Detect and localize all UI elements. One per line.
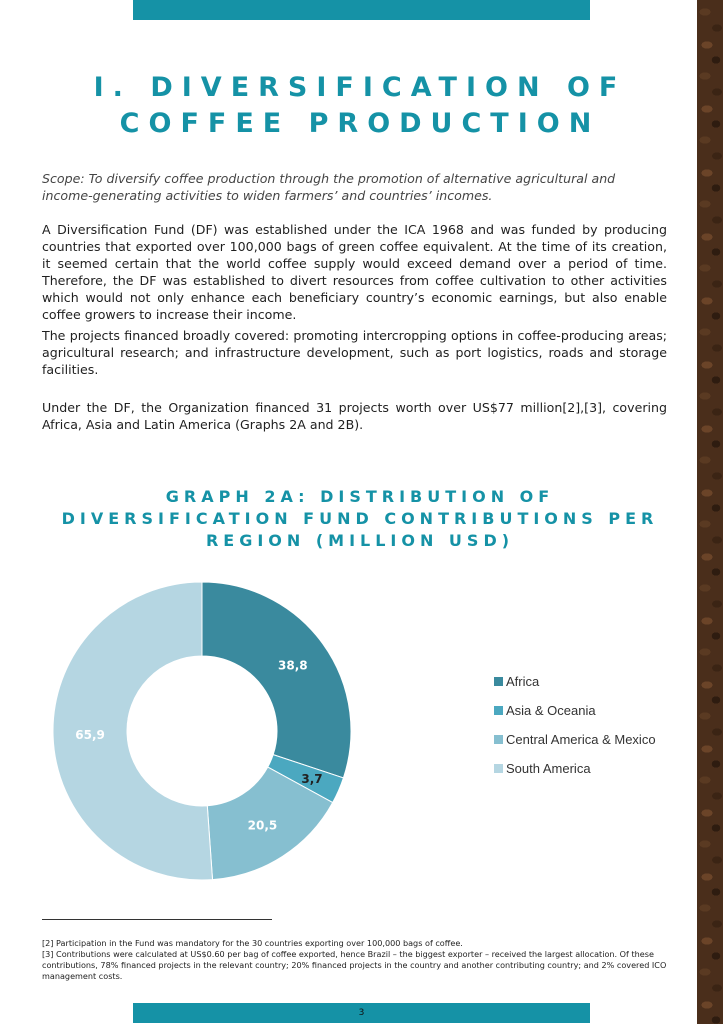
paragraph-3: Under the DF, the Organization financed 31 projects worth over US$77 million[2],[3], covering Africa, Asia and Latin America (Graphs 2A and 2B). <box>42 400 667 432</box>
donut-chart <box>40 570 680 900</box>
legend-label-2: Central America & Mexico <box>506 732 656 747</box>
footnote-2: [2] Participation in the Fund was mandatory for the 30 countries exporting over 100,000 bags of coffee. <box>42 938 463 948</box>
data-label-3: 65,9 <box>75 727 105 742</box>
legend-label-3: South America <box>506 761 591 776</box>
legend-label-1: Asia & Oceania <box>506 703 596 718</box>
data-label-1: 3,7 <box>301 771 323 786</box>
footnotes <box>42 938 670 982</box>
data-label-2: 20,5 <box>247 818 278 833</box>
page-number: 3 <box>358 1008 365 1018</box>
legend-swatch-3 <box>494 764 503 773</box>
header-bar <box>133 0 590 20</box>
legend-swatch-2 <box>494 735 503 744</box>
paragraph-2: The projects financed broadly covered: promoting intercropping options in coffee-producing areas; agricultural research; and infrastructure development, such as port logistics, roads and storage facilities. <box>42 328 667 377</box>
coffee-beans-image <box>697 0 723 1024</box>
footnote-divider <box>42 919 272 920</box>
donut-slice-africa <box>202 582 351 778</box>
paragraph-1: A Diversification Fund (DF) was established under the ICA 1968 and was funded by producing countries that exported over 100,000 bags of green coffee equivalent. At the time of its creation, it seemed certain that the world coffee supply would exceed demand over a period of time. Therefore, the DF was established to divert resources from coffee cultivation to other activities which would not only enhance each beneficiary country’s economic earnings, but also enable coffee growers to increase their income. <box>42 222 667 322</box>
scope-text: Scope: To diversify coffee production through the promotion of alternative agricultural and income-generating activities to widen farmers’ and countries’ incomes. <box>42 171 616 203</box>
legend-label-0: Africa <box>506 674 540 689</box>
data-label-0: 38,8 <box>278 658 308 673</box>
legend-swatch-1 <box>494 706 503 715</box>
section-title: I. DIVERSIFICATION OF COFFEE PRODUCTION <box>93 72 627 139</box>
legend-swatch-0 <box>494 677 503 686</box>
graph-title: GRAPH 2A: DISTRIBUTION OF DIVERSIFICATION FUND CONTRIBUTIONS PER REGION (MILLION USD) <box>61 487 659 550</box>
footer-bar <box>133 1003 590 1023</box>
footnote-3: [3] Contributions were calculated at US$0.60 per bag of coffee exported, hence Brazil – the biggest exporter – received the largest allocation. Of these contributions, 78% financed projects in the relevant country; 20% financed projects in the country and another contributing country; and 2% covered ICO management costs. <box>42 949 667 981</box>
